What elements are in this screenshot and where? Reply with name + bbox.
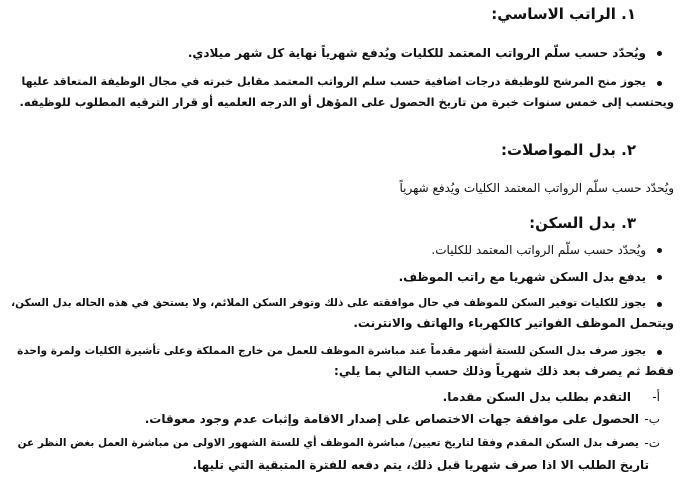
section-3-heading: [529, 214, 636, 232]
sub-item-t-line-1: يصرف بدل السكن المقدم وفقا لتاريخ تعيين/ مباشرة الموظف أي للستة الشهور الاولى من مباشرة العمل بغض النظر عن: [17, 437, 639, 449]
section-1-number: ١.: [621, 5, 636, 23]
section-1-bullet-2-line-2: ويحتسب إلى خمس سنوات خبرة من تاريخ الحصول على المؤهل أو الدرجه العلميه أو قرار الترقيه المطلوب للوظيفه.: [19, 95, 674, 109]
sub-item-a-marker: أ-: [652, 390, 660, 404]
section-2-paragraph: ويُحدّد حسب سلّم الرواتب المعتمد الكليات ويُدفع شهرياً: [399, 181, 674, 195]
section-3-bullet-3-line-2: ويتحمل الموظف الفواتير كالكهرباء والهاتف والانترنت.: [353, 316, 674, 330]
section-3-bullet-4-line-1: يجوز صرف بدل السكن للستة أشهر مقدماً عند مباشرة الموظف للعمل من خارج المملكة وعلى تأشيرة الكليات ولمرة واحدة: [17, 345, 646, 357]
bullet-dot: [657, 248, 662, 253]
sub-item-b-marker: ب-: [644, 412, 660, 426]
section-3-title: بدل السكن:: [529, 214, 616, 232]
bullet-dot: [657, 350, 662, 355]
sub-item-b-line-1: الحصول على موافقة جهات الاختصاص على إصدار الاقامة وإثبات عدم وجود معوقات.: [144, 412, 639, 426]
section-1-title: الراتب الاساسي:: [491, 5, 616, 23]
section-1-bullet-1-line-1: ويُحدّد حسب سلّم الرواتب المعتمد للكليات ويُدفع شهرياً نهاية كل شهر ميلادي.: [187, 46, 646, 60]
section-3-bullet-4-line-2: فقط ثم يصرف بعد ذلك شهرياً وذلك حسب التالي بما يلي:: [334, 364, 674, 378]
section-3-bullet-1-line-1: ويُحدّد حسب سلّم الرواتب المعتمد للكليات.: [431, 243, 646, 257]
bullet-dot: [657, 275, 662, 280]
section-3-bullet-3-line-1: يجوز للكليات توفير السكن للموظف في حال موافقته على ذلك وتوفر السكن الملائم، ولا يستحق في هذه الحاله بدل السكن،: [11, 297, 646, 309]
bullet-dot: [657, 302, 662, 307]
section-1-heading: [491, 5, 636, 23]
sub-item-t-marker: ت-: [644, 436, 660, 450]
section-3-number: ٣.: [621, 214, 636, 232]
bullet-dot: [657, 51, 662, 56]
sub-item-t-line-2: تاريخ الطلب الا اذا صرف شهريا قبل ذلك، يتم دفعه للفترة المتبقية التي تليها.: [192, 458, 649, 472]
section-2-number: ٢.: [621, 141, 636, 159]
section-2-heading: [501, 141, 636, 159]
bullet-dot: [657, 81, 662, 86]
section-2-title: بدل المواصلات:: [501, 141, 616, 159]
section-3-bullet-2-line-1: يدفع بدل السكن شهريا مع راتب الموظف.: [398, 270, 646, 284]
sub-item-a-line-1: التقدم بطلب بدل السكن مقدما.: [442, 390, 631, 404]
section-1-bullet-2-line-1: يجوز منح المرشح للوظيفة درجات اضافية حسب سلم الرواتب المعتمد مقابل خبرته في مجال الوظيفة المتعاقد عليها: [21, 75, 646, 88]
